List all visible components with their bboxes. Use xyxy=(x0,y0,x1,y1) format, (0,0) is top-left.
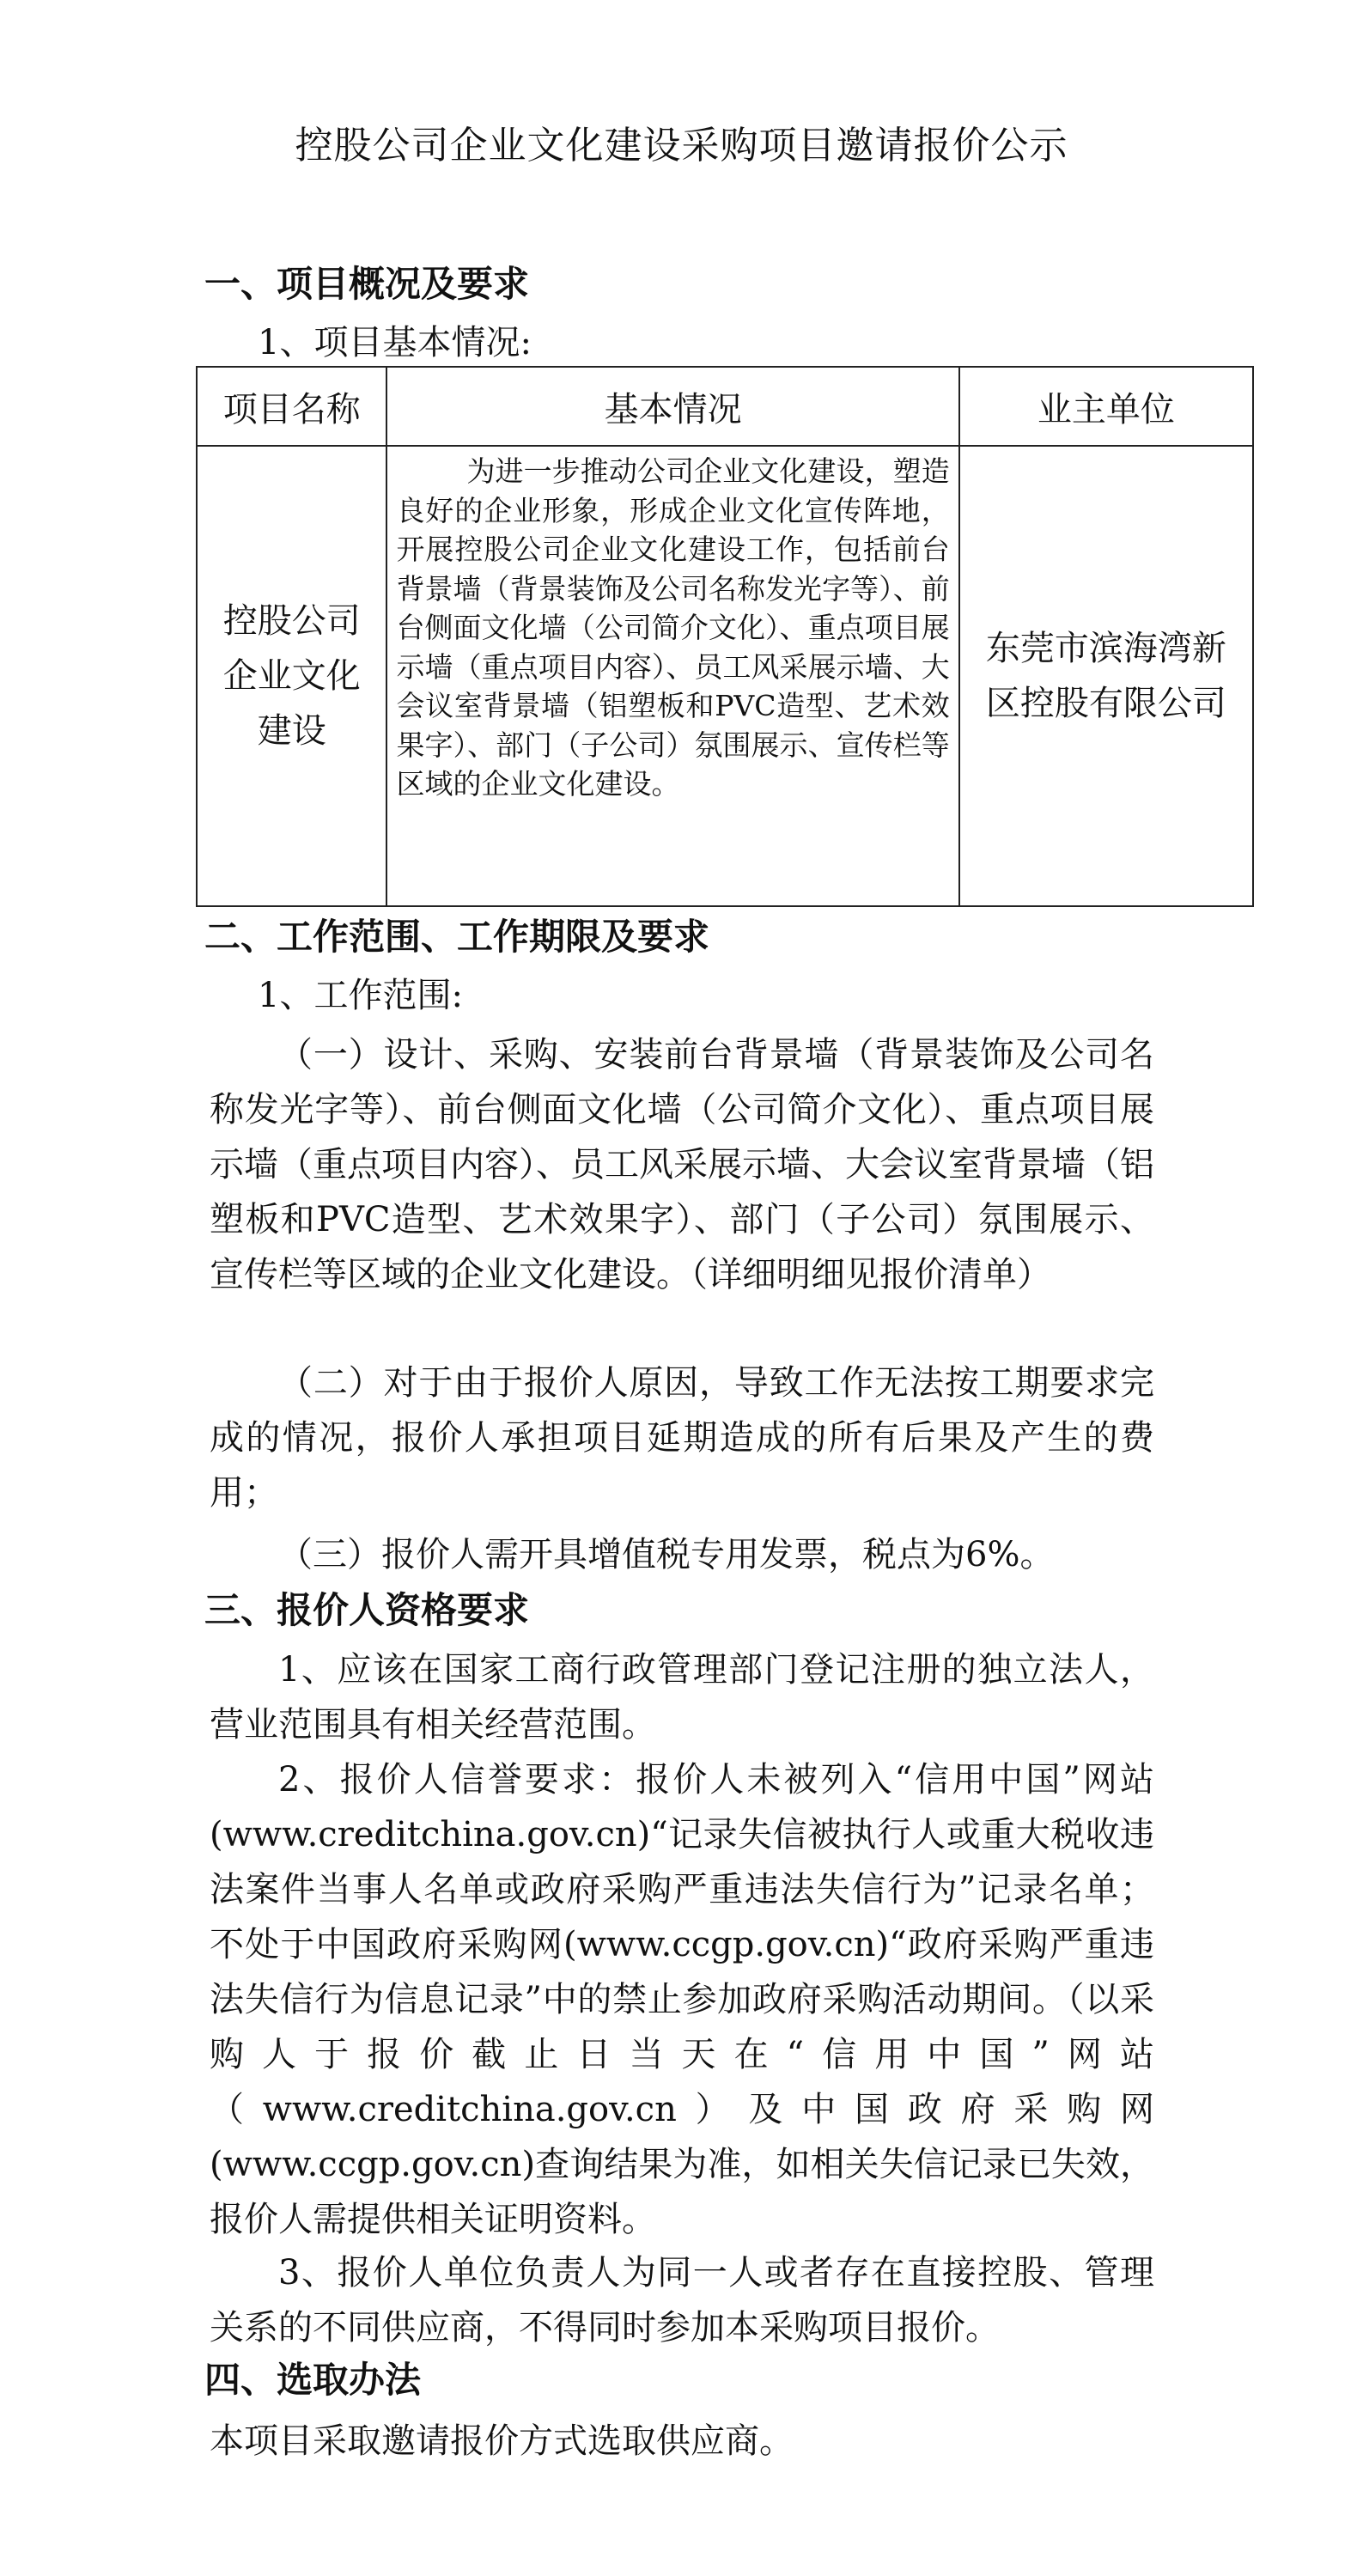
section3-heading: 三、报价人资格要求 xyxy=(204,1589,530,1631)
scope-paragraph-3: （三）报价人需开具增值税专用发票，税点为6%。 xyxy=(278,1535,1055,1574)
table-row xyxy=(197,446,1253,906)
section4-heading: 四、选取办法 xyxy=(204,2359,422,2401)
qualification-paragraph-3: 3、报价人单位负责人为同一人或者存在直接控股、管理关系的不同供应商，不得同时参加本采购项目报价。 xyxy=(210,2253,1154,2348)
scope-paragraph-1: （一）设计、采购、安装前台背景墙（背景装饰及公司名称发光字等）、前台侧面文化墙（公司简介文化）、重点项目展示墙（重点项目内容）、员工风采展示墙、大会议室背景墙（铝塑板和PVC造型、艺术效果字）、部门（子公司）氛围展示、宣传栏等区域的企业文化建设。（详细明细见报价清单） xyxy=(210,1035,1154,1294)
page-title: 控股公司企业文化建设采购项目邀请报价公示 xyxy=(295,124,1068,167)
table-header-cell: 业主单位 xyxy=(959,367,1253,446)
table-header-row xyxy=(197,367,1253,446)
project-description-cell: 为进一步推动公司企业文化建设，塑造良好的企业形象，形成企业文化宣传阵地，开展控股公司企业文化建设工作，包括前台背景墙（背景装饰及公司名称发光字等）、前台侧面文化墙（公司简介文化）、重点项目展示墙（重点项目内容）、员工风采展示墙、大会议室背景墙（铝塑板和PVC造型、艺术效果字）、部门（子公司）氛围展示、宣传栏等区域的企业文化建设。 xyxy=(386,446,958,906)
selection-paragraph: 本项目采取邀请报价方式选取供应商。 xyxy=(210,2421,794,2461)
table-header-cell: 基本情况 xyxy=(386,367,958,446)
section1-heading: 一、项目概况及要求 xyxy=(204,263,530,305)
section2-subheading: 1、工作范围: xyxy=(258,976,463,1015)
project-name-cell: 控股公司企业文化建设 xyxy=(197,446,386,906)
section2-heading: 二、工作范围、工作期限及要求 xyxy=(204,916,710,958)
table-header-cell: 项目名称 xyxy=(197,367,386,446)
qualification-paragraph-2: 2、报价人信誉要求：报价人未被列入“信用中国”网站(www.creditchina.gov.cn)“记录失信被执行人或重大税收违法案件当事人名单或政府采购严重违法失信行为”记录名单；不处于中国政府采购网(www.ccgp.gov.cn)“政府采购严重违法失信行为信息记录”中的禁止参加政府采购活动期间。（以采购人于报价截止日当天在“信用中国”网站（www.creditchina.gov.cn）及中国政府采购网(www.ccgp.gov.cn)查询结果为准，如相关失信记录已失效，报价人需提供相关证明资料。 xyxy=(210,1760,1154,2239)
scope-paragraph-2: （二）对于由于报价人原因，导致工作无法按工期要求完成的情况，报价人承担项目延期造成的所有后果及产生的费用； xyxy=(210,1363,1154,1513)
section1-subheading: 1、项目基本情况: xyxy=(258,323,532,362)
project-info-table xyxy=(196,366,1254,907)
qualification-paragraph-1: 1、应该在国家工商行政管理部门登记注册的独立法人，营业范围具有相关经营范围。 xyxy=(210,1650,1154,1745)
project-owner-cell: 东莞市滨海湾新区控股有限公司 xyxy=(959,446,1253,906)
